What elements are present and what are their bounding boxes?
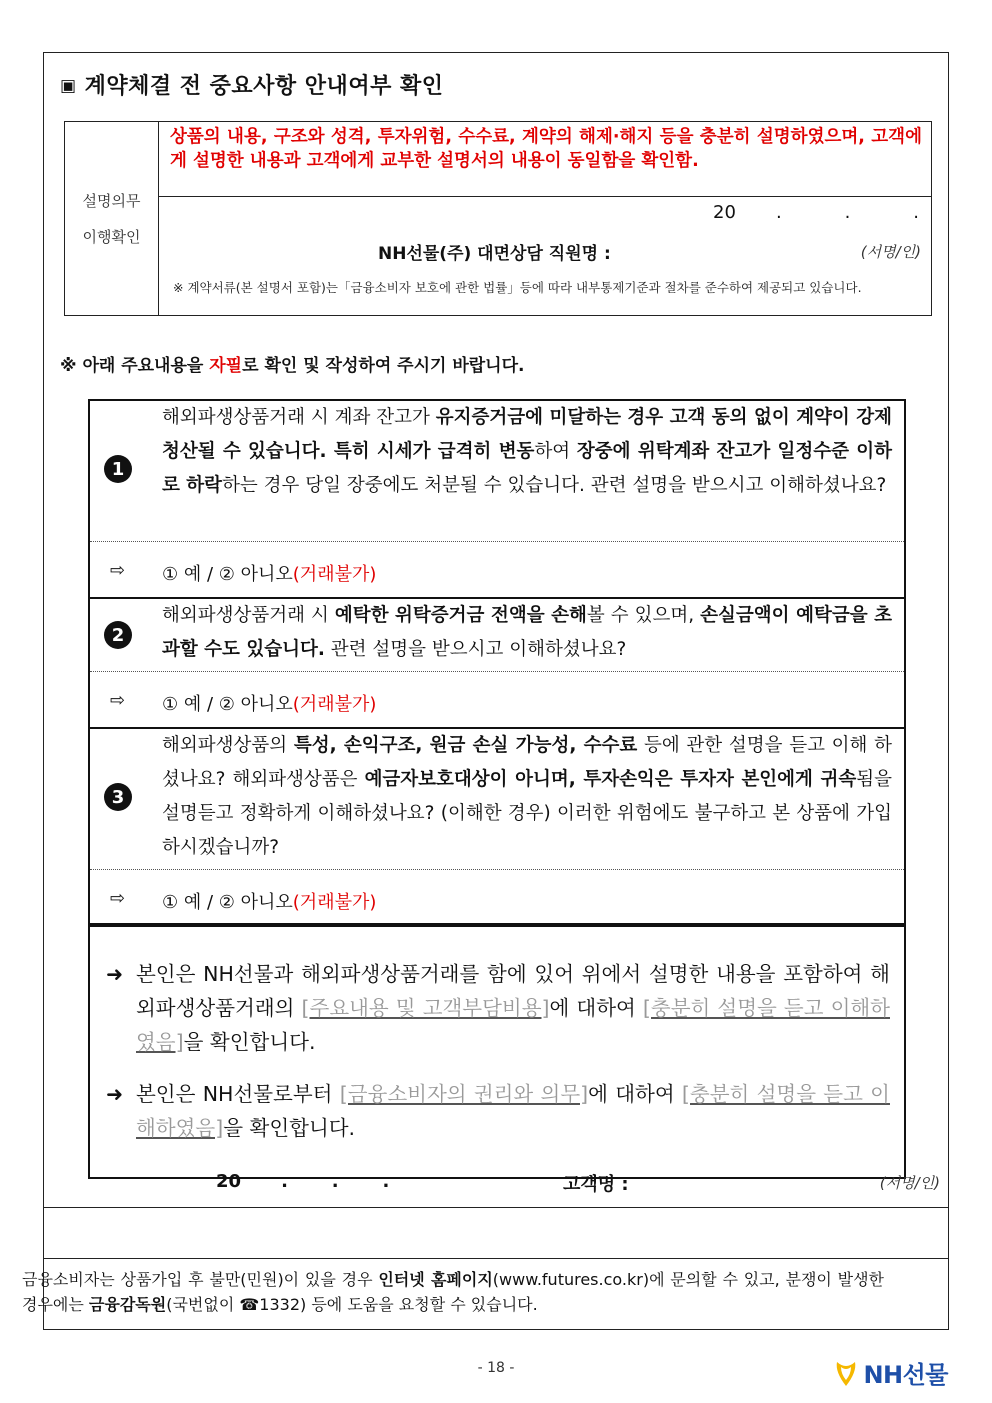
footer-fss: 금융감독원 — [88, 1295, 167, 1314]
customer-date-field[interactable] — [216, 1171, 389, 1192]
question-1-divider — [90, 541, 904, 542]
confirmation-text-part: 에 대하여 — [549, 996, 643, 1020]
question-text-part: 해외파생상품거래 시 계좌 잔고가 — [162, 407, 436, 428]
duty-divider — [158, 196, 931, 197]
duty-left-cell — [65, 122, 159, 315]
instruction-line — [60, 351, 525, 376]
confirmation-item-2 — [106, 1077, 890, 1145]
confirm-arrow-icon: ➜ — [106, 1082, 124, 1106]
confirmation-text-part: 본인은 NH선물과 해외파생상품거래를 함에 있어 위에서 설명한 내용을 포함하여 해외파생상품거래의 — [136, 962, 890, 1020]
question-text-part: 예탁한 위탁증거금 전액을 손해 — [334, 605, 587, 626]
question-text-part: 볼 수 있으며, — [586, 605, 701, 626]
footer-text-2: (www.futures.co.kr)에 문의할 수 있고, 분쟁이 발생한 경우에는 — [22, 1270, 885, 1314]
question-text-part: 특성, 손익구조, 원금 손실 가능성, 수수료 — [293, 735, 638, 756]
confirmation-text-part: 본인은 NH선물로부터 — [136, 1082, 340, 1106]
customer-date-year: 20 — [216, 1171, 242, 1192]
explanation-duty-table — [64, 121, 932, 316]
staff-signature-field[interactable]: (서명/인) — [860, 243, 921, 261]
question-3-answer[interactable] — [90, 875, 904, 925]
nh-logo-icon — [833, 1358, 859, 1388]
staff-name-label: NH선물(주) 대면상담 직원명 : — [378, 244, 611, 264]
footer-homepage: 인터넷 홈페이지 — [378, 1270, 493, 1289]
confirmation-item-1 — [106, 957, 890, 1059]
answer-arrow-icon: ⇨ — [110, 690, 126, 711]
duty-red-statement: 상품의 내용, 구조와 성격, 투자위험, 수수료, 계약의 해제·해지 등을 충분히 설명하였으며, 고객에게 설명한 내용과 고객에게 교부한 설명서의 내용이 동일함을 확인함. — [170, 127, 922, 171]
duty-date-year: 20 — [713, 202, 736, 223]
question-1-text — [162, 401, 892, 503]
footer-text-3: (국번없이 ☎1332) 등에 도움을 요청할 수 있습니다. — [166, 1295, 538, 1314]
duty-date-field[interactable] — [713, 202, 919, 223]
question-2-divider — [90, 671, 904, 672]
confirmation-text-part: 을 확인합니다. — [183, 1030, 316, 1054]
question-2-text — [162, 599, 892, 667]
question-text-part: 유지증거금에 미달하는 경우 고객 동의 없이 계약이 강제 청산될 수 있습니다. 특히 시세가 급격히 변동 — [162, 407, 893, 462]
duty-note: ※ 계약서류(본 설명서 포함)는「금융소비자 보호에 관한 법률」등에 따라 내부통제기준과 절차를 준수하여 제공되고 있습니다. — [173, 280, 862, 295]
duty-date-dots: . . . — [775, 202, 919, 223]
question-text-part: 해외파생상품의 — [162, 735, 294, 756]
confirmation-text-1 — [136, 957, 890, 1059]
instruction-suffix: 로 확인 및 작성하여 주시기 바랍니다. — [242, 356, 525, 376]
answer-no-note: (거래불가) — [292, 564, 377, 585]
page-number: - 18 - — [477, 1360, 515, 1376]
section-title-text: 계약체결 전 중요사항 안내여부 확인 — [84, 74, 444, 99]
duty-left-line1: 설명의무 — [82, 191, 141, 210]
section-marker-icon: ▣ — [60, 76, 77, 96]
confirmation-text-part: 을 확인합니다. — [223, 1116, 356, 1140]
question-text-part: 등에 관한 설명을 듣고 이해 하셨나요? 해외파생상품은 — [162, 735, 892, 790]
question-3-divider — [90, 869, 904, 870]
question-1-number-icon: 1 — [104, 455, 132, 483]
logo-text: NH선물 — [863, 1361, 948, 1389]
confirm-arrow-icon: ➜ — [106, 962, 124, 986]
question-text-part: 관련 설명을 받으시고 이해하셨나요? — [324, 639, 627, 660]
customer-signature-field[interactable]: (서명/인) — [879, 1174, 940, 1192]
answer-arrow-icon: ⇨ — [110, 560, 126, 581]
question-3-text — [162, 729, 892, 865]
confirmation-box — [88, 925, 906, 1179]
confirmation-text-2 — [136, 1077, 890, 1145]
question-text-part: 예금자보호대상이 아니며, 투자손익은 투자자 본인에게 귀속 — [364, 769, 857, 790]
duty-staff-row — [158, 239, 921, 265]
answer-options-text[interactable]: ① 예 / ② 아니오 — [162, 694, 293, 715]
footer-text-1: 금융소비자는 상품가입 후 불만(민원)이 있을 경우 — [22, 1270, 379, 1289]
handwrite-underline-field[interactable]: [충분히 설명을 듣고 이해하였음] — [136, 996, 890, 1054]
question-text-part: 해외파생상품거래 시 — [162, 605, 335, 626]
instruction-prefix: ※ 아래 주요내용을 — [60, 356, 210, 376]
question-2-options[interactable] — [162, 690, 376, 716]
question-1-answer[interactable] — [90, 547, 904, 597]
footer-notice — [22, 1267, 884, 1317]
question-3-box — [88, 727, 906, 925]
customer-name-label: 고객명 : — [563, 1174, 629, 1195]
question-3-options[interactable] — [162, 888, 376, 914]
question-text-part: 손실금액이 예탁금을 초과할 수도 있습니다. — [162, 605, 892, 660]
duty-left-line2: 이행확인 — [82, 227, 141, 246]
question-text-part: 장중에 위탁계좌 잔고가 일정수준 이하로 하락 — [162, 441, 893, 496]
question-1-box — [88, 399, 906, 599]
question-1-options[interactable] — [162, 560, 376, 586]
answer-arrow-icon: ⇨ — [110, 888, 126, 909]
document-frame — [43, 52, 949, 1330]
question-2-box — [88, 597, 906, 729]
question-3-number-icon: 3 — [104, 783, 132, 811]
customer-date-dots: . . . — [281, 1171, 390, 1192]
answer-no-note: (거래불가) — [292, 694, 377, 715]
question-text-part: 하여 — [534, 441, 577, 462]
handwrite-underline-field[interactable]: [주요내용 및 고객부담비용] — [301, 996, 550, 1020]
question-text-part: 됨을 설명듣고 정확하게 이해하셨나요? (이해한 경우) 이러한 위험에도 불구하고 본 상품에 가입하시겠습니까? — [162, 769, 892, 858]
confirmation-text-part: 에 대하여 — [588, 1082, 682, 1106]
handwrite-underline-field[interactable]: [충분히 설명을 듣고 이해하였음] — [136, 1082, 890, 1140]
question-text-part: 하는 경우 당일 장중에도 처분될 수 있습니다. 관련 설명을 받으시고 이해하셨나요? — [222, 475, 887, 496]
instruction-highlight: 자필 — [209, 356, 243, 376]
question-2-answer[interactable] — [90, 677, 904, 727]
answer-options-text[interactable]: ① 예 / ② 아니오 — [162, 892, 293, 913]
section-title — [60, 69, 443, 100]
answer-no-note: (거래불가) — [292, 892, 377, 913]
answer-options-text[interactable]: ① 예 / ② 아니오 — [162, 564, 293, 585]
bottom-divider-2 — [44, 1258, 948, 1259]
handwrite-underline-field[interactable]: [금융소비자의 권리와 의무] — [339, 1082, 589, 1106]
question-2-number-icon: 2 — [104, 621, 132, 649]
bottom-divider-1 — [44, 1207, 948, 1208]
nh-futures-logo — [833, 1355, 948, 1390]
